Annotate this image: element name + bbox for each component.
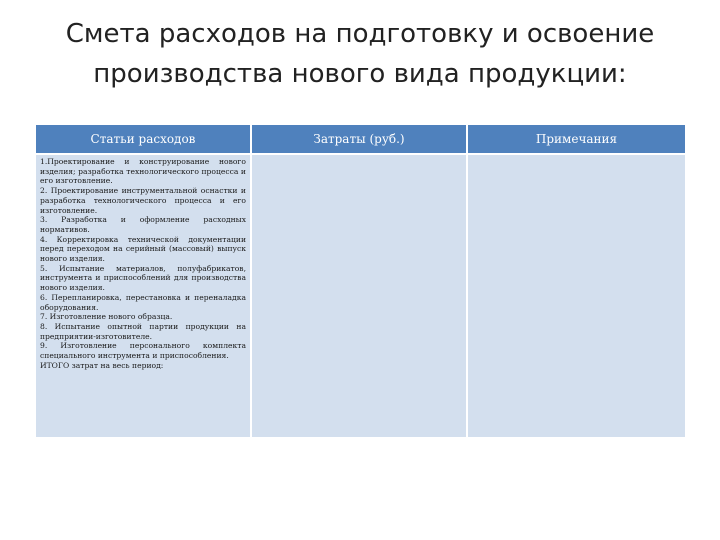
expense-item-8: 8. Испытание опытной партии продукции на предприятии-изготовителе. xyxy=(40,321,246,341)
header-notes: Примечания xyxy=(468,125,685,155)
table-row xyxy=(36,155,685,437)
expense-item-2: 2. Проектирование инструментальной оснастки и разработка технологического процесса и его изготовление. xyxy=(40,186,246,215)
slide-title: Смета расходов на подготовку и освоение производства нового вида продукции: xyxy=(65,19,655,89)
expense-item-4: 4. Корректировка технической документации перед переходом на серийный (массовый) выпуск нового изделия. xyxy=(40,234,246,264)
expense-item-3: 3. Разработка и оформление расходных нормативов. xyxy=(40,215,246,234)
expense-item-5: 5. Испытание материалов, полуфабрикатов, инструмента и приспособлений для производства нового изделия. xyxy=(40,263,246,293)
header-costs: Затраты (руб.) xyxy=(252,125,468,155)
expense-item-6: 6. Перепланировка, перестановка и переналадка оборудования. xyxy=(40,292,246,312)
expense-item-1: 1.Проектирование и конструирование нового изделия; разработка технологического процесса и его изготовление. xyxy=(40,157,246,186)
expense-item-9: 9. Изготовление персонального комплекта специального инструмента и приспособления. xyxy=(40,341,246,361)
notes-cell xyxy=(468,155,685,437)
cost-estimate-table xyxy=(36,125,685,437)
expense-item-7: 7. Изготовление нового образца. xyxy=(40,312,173,322)
expense-total: ИТОГО затрат на весь период: xyxy=(40,360,164,370)
header-expense-items: Статьи расходов xyxy=(36,125,252,155)
table-header-row xyxy=(36,125,685,155)
costs-cell xyxy=(252,155,468,437)
expense-items-cell xyxy=(36,155,252,437)
